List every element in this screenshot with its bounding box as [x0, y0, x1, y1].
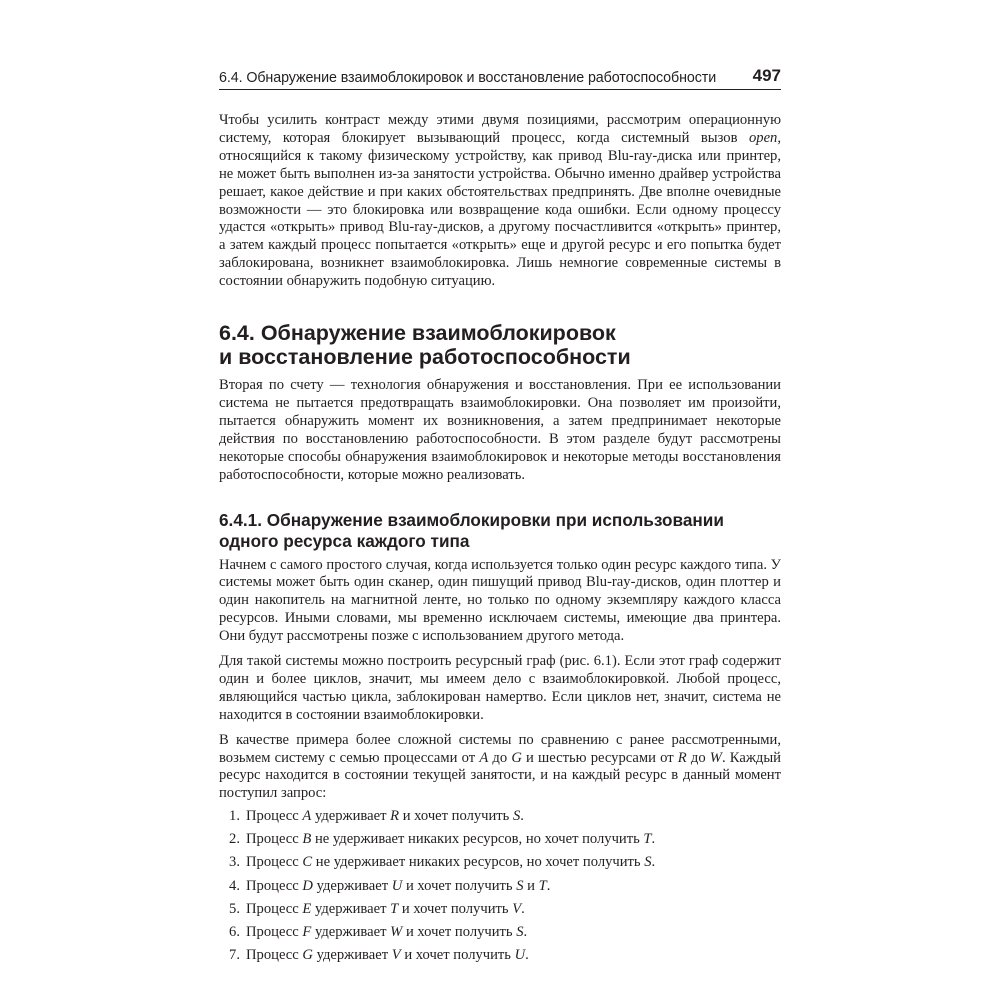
list-item [219, 947, 781, 965]
list-item [219, 854, 781, 872]
subsection-paragraph-2: Для такой системы можно построить ресурсный граф (рис. 6.1). Если этот граф содержит один и более циклов, значит, мы имеем дело с взаимоблокировкой. Любой процесс, являющийся частью цикла, заблокирован намертво. Если циклов нет, значит, система не находится в состоянии взаимоблокировки. [219, 653, 781, 723]
running-title: 6.4. Обнаружение взаимоблокировок и восстановление работоспособности [219, 70, 717, 86]
list-item-text: Процесс D удерживает U и хочет получить S и T. [246, 877, 551, 894]
list-item-text: Процесс G удерживает V и хочет получить U. [246, 946, 529, 963]
list-item-text: Процесс C не удерживает никаких ресурсов, но хочет получить S. [246, 854, 656, 871]
list-item [219, 924, 781, 942]
section-paragraph: Вторая по счету — технология обнаружения и восстановления. При ее использовании система не пытается предотвращать взаимоблокировки. Она позволяет им произойти, пытается обнаружить момент их возникновения, а затем предпринимает некоторые действия по восстановлению работоспособности. В этом разделе будут рассмотрены некоторые способы обнаружения взаимоблокировок и некоторые методы восстановления работоспособности, которые можно реализовать. [219, 377, 781, 483]
italic-term: open [748, 129, 778, 146]
list-item [219, 901, 781, 919]
running-header [219, 64, 781, 90]
list-item-number: 3. [229, 854, 240, 871]
list-item-text: Процесс F удерживает W и хочет получить S. [246, 923, 528, 940]
list-item [219, 808, 781, 826]
list-item-text: Процесс B не удерживает никаких ресурсов, но хочет получить T. [246, 831, 656, 848]
list-item [219, 831, 781, 849]
subsection-paragraph-1: Начнем с самого простого случая, когда используется только один ресурс каждого типа. У системы может быть один сканер, один пишущий привод Blu-ray-дисков, один плоттер и один накопитель на магнитной ленте, но только по одному экземпляру каждого класса ресурсов. Иными словами, мы временно исключаем системы, имеющие два принтера. Они будут рассмотрены позже с использованием другого метода. [219, 556, 781, 645]
list-item-number: 1. [229, 808, 240, 825]
list-item-number: 5. [229, 900, 240, 917]
intro-paragraph: Чтобы усилить контраст между этими двумя позициями, рассмотрим операционную систему, которая блокирует вызывающий процесс, когда системный вызов open, относящийся к такому физическому устройству, как привод Blu-ray-диска или принтер, не может быть выполнен из-за занятости устройства. Обычно именно драйвер устройства решает, какое действие и при каких обстоятельствах предпринять. Две вполне очевидные возможности — это блокировка или возвращение кода ошибки. Если одному процессу удастся «открыть» привод Blu-ray-дисков, а другому посчастливится «открыть» принтер, а затем каждый процесс попытается «открыть» еще и другой ресурс и его попытка будет заблокирована, возникнет взаимоблокировка. Лишь немногие современные системы в состоянии обнаружить подобную ситуацию. [219, 112, 781, 290]
list-item-number: 6. [229, 923, 240, 940]
book-page [219, 64, 781, 970]
list-item-text: Процесс A удерживает R и хочет получить S. [246, 808, 524, 825]
page-body [219, 112, 781, 965]
process-list [219, 808, 781, 964]
list-item-number: 7. [229, 946, 240, 963]
list-item-text: Процесс E удерживает T и хочет получить V. [246, 900, 525, 917]
list-item [219, 878, 781, 896]
list-item-number: 4. [229, 877, 240, 894]
subsection-paragraph-3: В качестве примера более сложной системы по сравнению с ранее рассмотренными, возьмем систему с семью процессами от A до G и шестью ресурсами от R до W. Каждый ресурс находится в состоянии текущей занятости, и на каждый ресурс в данный момент поступил запрос: [219, 731, 781, 802]
page-number: 497 [752, 66, 781, 85]
section-heading: 6.4. Обнаружение взаимоблокировок и восстановление работоспособности [219, 321, 631, 370]
subsection-heading: 6.4.1. Обнаружение взаимоблокировки при использовании одного ресурса каждого типа [219, 509, 724, 551]
list-item-number: 2. [229, 831, 240, 848]
